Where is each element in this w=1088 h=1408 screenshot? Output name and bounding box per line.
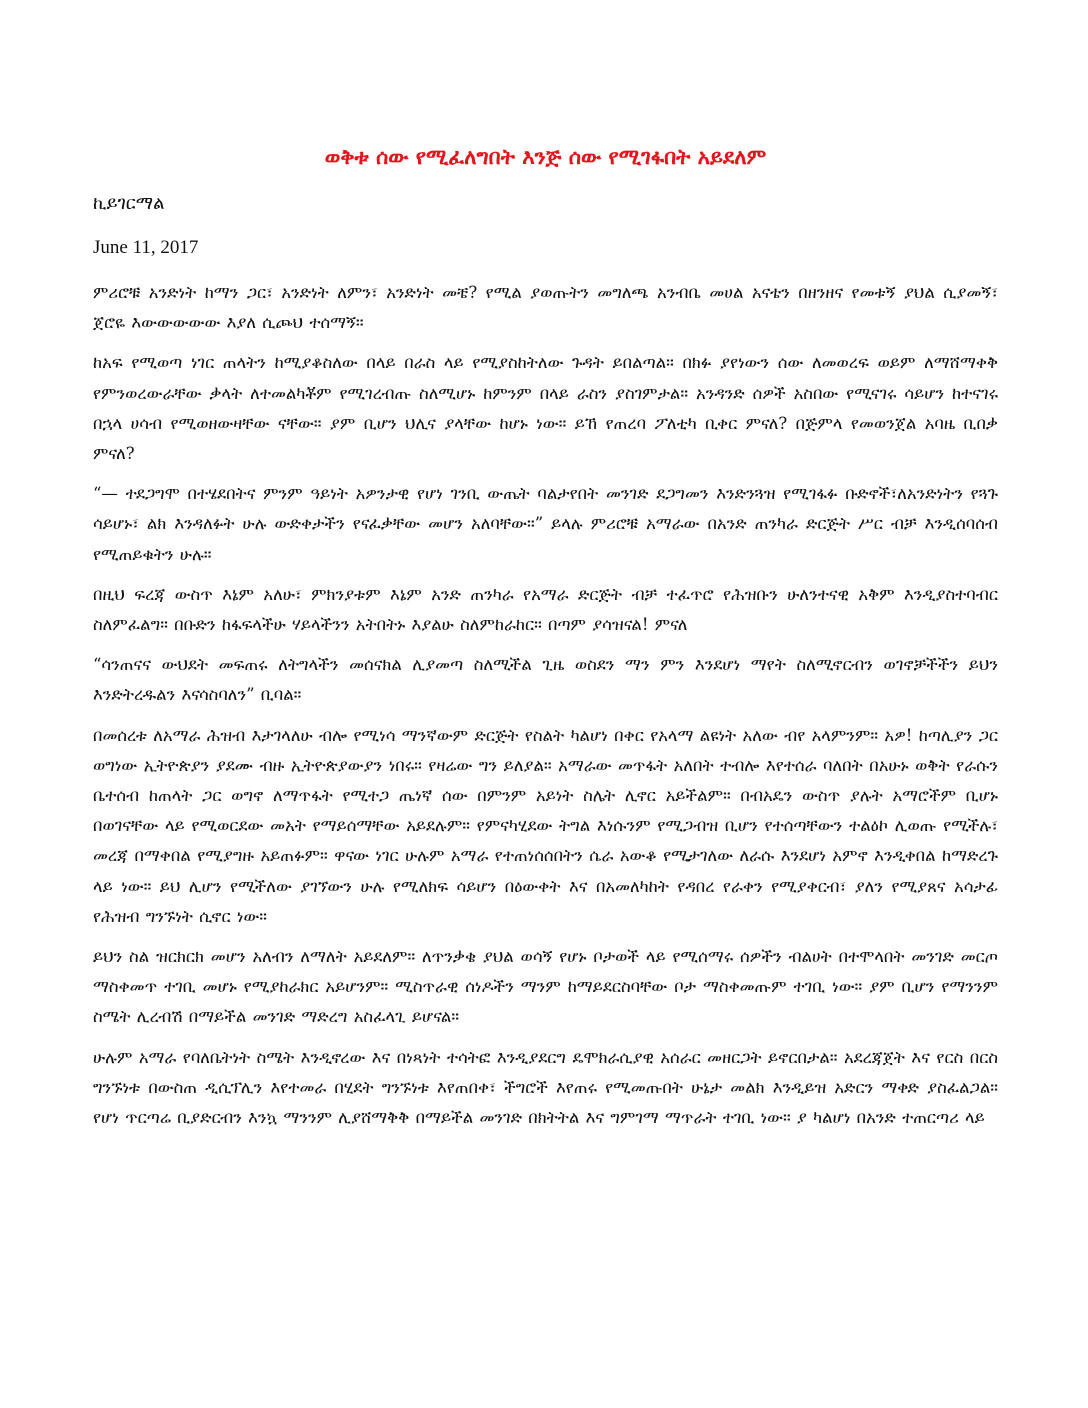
paragraph: ይህን ስል ዝርክርክ መሆን አለብን ለማለት አይደለም። ለጥንቃቄ ያህል ወሳኝ የሆኑ ቦታወች ላይ የሚሰማሩ ሰዎችን ብልሀት በተሞላበት መንገድ መርጦ ማስቀመጥ ተገቢ መሆኑ የሚያከራክር አይሆንም። ሚስጥራዊ ሰነዶችን ማንም ከማይደርስባቸው ቦታ ማስቀመጡም ተገቢ ነው። ያም ቢሆን የማንንም ስሜት ሊረብሽ በማይችል መንገድ ማድረግ አስፈላጊ ይሆናል።	[93, 947, 998, 1027]
paragraph-quote: “ሳንጠናና ውህደት መፍጠሩ ለትግላችን መሰናክል ሊያመጣ ስለሚችል ጊዜ ወስደን ማን ምን እንደሆነ ማየት ስለሚኖርብን ወገኖቻችችን ይህን እንድትረዱልን እናሳስባለን” ቢባል።	[93, 655, 998, 705]
paragraph: ሁሉም አማራ የባለቤትነት ስሜት እንዲኖረው እና በነጻነት ተሳትፎ እንዲያደርግ ዴሞክራሲያዊ አሰራር መዘርጋት ይኖርበታል። አደረጃጀት እና የርስ በርስ ግንኙነቱ በውስጠ ዲሲፕሊን እየተመራ በሂደት ግንኙነቱ እየጠበቀ፣ ችግሮች እየጠሩ የሚመጡበት ሁኔታ መልክ እንዲይዝ አድርን ማቀድ ያስፈልጋል። የሆነ ጥርጣሬ ቢያድርብን እንኳ ማንንም ሊያሸማቅቅ በማይችል መንገድ በክትትል እና ግምገማ ማጥራት ተገቢ ነው። ያ ካልሆነ በአንድ ተጠርጣሪ ላይ	[93, 1047, 998, 1128]
paragraph: በዚህ ፍረጃ ውስጥ እኔም አለሁ፣ ምክንያቱም እኔም አንድ ጠንካራ የአማራ ድርጅት ብቻ ተፈጥሮ የሕዝቡን ሁለንተናዊ አቅም እንዲያስተባብር ስለምፈልግ። በቡድን ከፋፍላችሁ ሃይላችንን አትበትኑ እያልሁ ስለምከራከር። በጣም ያሳዝናል! ምናለ	[93, 584, 998, 635]
date-line: June 11, 2017	[93, 237, 199, 258]
document-title: ወቅቱ ሰው የሚፈለግበት እንጅ ሰው የሚገፋበት አይደለም	[324, 144, 767, 169]
paragraph: ምሪሮቹ አንድነት ከማን ጋር፣ አንድነት ለምን፣ አንድነት መቼ? የሚል ያወጡትን መግለጫ አንብቤ መሀል አናቴን በዘንዘና የመቱኝ ያህል ሲያመኝ፣ ጀሮዬ እውውውውው እያለ ሲጮህ ተሰማኝ።	[93, 283, 998, 333]
paragraph: በመሰረቱ ለአማራ ሕዝብ እታገላለሁ ብሎ የሚነሳ ማንኛውም ድርጅት የስልት ካልሆነ በቀር የአላማ ልዩነት አለው ብየ አላምንም። አዎ! ከጣሊያን ጋር ወግነው ኢትዮጵያን ያደሙ ብዙ ኢትዮጵያውያን ነበሩ። የዛሬው ግን ይለያል። አማራው መጥፋት አለበት ተብሎ እየተሰራ ባለበት በአሁኑ ወቅት የራሱን ቤተሰብ ከጠላት ጋር ወግኖ ለማጥፋት የሚተጋ ጤነኛ ሰው በምንም አይነት ስሌት ሊኖር አይችልም። በብአዴን ውስጥ ያሉት አማሮችም ቢሆኑ በወገናቸው ላይ የሚወርደው መአት የማይሰማቸው አይደሉም። የምናካሂደው ትግል እነሱንም የሚጋብዝ ቢሆን የተሰጣቸውን ተልዕኮ ሊወጡ የሚችሉ፣ መረጃ በማቀበል የሚያግዙ አይጠፉም። ዋናው ነገር ሁሉም አማራ የተጠነሰሰበትን ሴራ አውቆ የሚታገለው ለራሱ እንደሆነ አምኖ እንዲቀበል ከማድረጉ ላይ ነው። ይህ ሊሆን የሚችለው ያገኘውን ሁሉ የሚለክፍ ሳይሆን በዕውቀት እና በአመለካከት የዳበረ የራቀን የሚያቀርብ፣ ያለን የሚያጸና አሳታፊ የሕዝብ ግንኙነት ሲኖር ነው።	[93, 725, 998, 926]
paragraph: ከአፍ የሚወጣ ነገር ጠላትን ከሚያቆስለው በላይ በራስ ላይ የሚያስከትለው ጉዳት ይበልጣል። በክፉ ያየነውን ሰው ለመወረፍ ወይም ለማሸማቀቅ የምንወረውራቸው ቃላት ለተመልካቾም የሚገረብጡ ስለሚሆኑ ከምንም በላይ ራስን ያስገምታል። አንዳንድ ሰዎች አስበው የሚናገሩ ሳይሆን ከተናገሩ በኋላ ሀሳብ የሚወዘውዛቸው ናቸው። ያም ቢሆን ህሊና ያላቸው ከሆኑ ነው። ይኸ የጠረባ ፖለቲካ ቢቀር ምናለ? በጅምላ የመወንጀል አባዜ ቢበቃ ምናለ?	[93, 353, 998, 464]
author-line: ኪይገርማል	[93, 193, 165, 214]
paragraph-quote: “— ተደጋግሞ በተሄደበትና ምንም ዓይነት አዎንታዊ የሆነ ገንቢ ውጤት ባልታየበት መንገድ ደጋግመን እንድንጓዝ የሚገፋፉ ቡድኖች፣ለአንድነትን የጓጉ ሳይሆኑ፣ ልክ እንዳለፉት ሁሉ ውድቀታችን የናፈቃቸው መሆን አለባቸው።” ይላሉ ምሪሮቹ አማራው በአንድ ጠንካራ ድርጅት ሥር ብቻ እንዲሰባሰብ የሚጠይቁትን ሁሉ።	[93, 484, 998, 564]
